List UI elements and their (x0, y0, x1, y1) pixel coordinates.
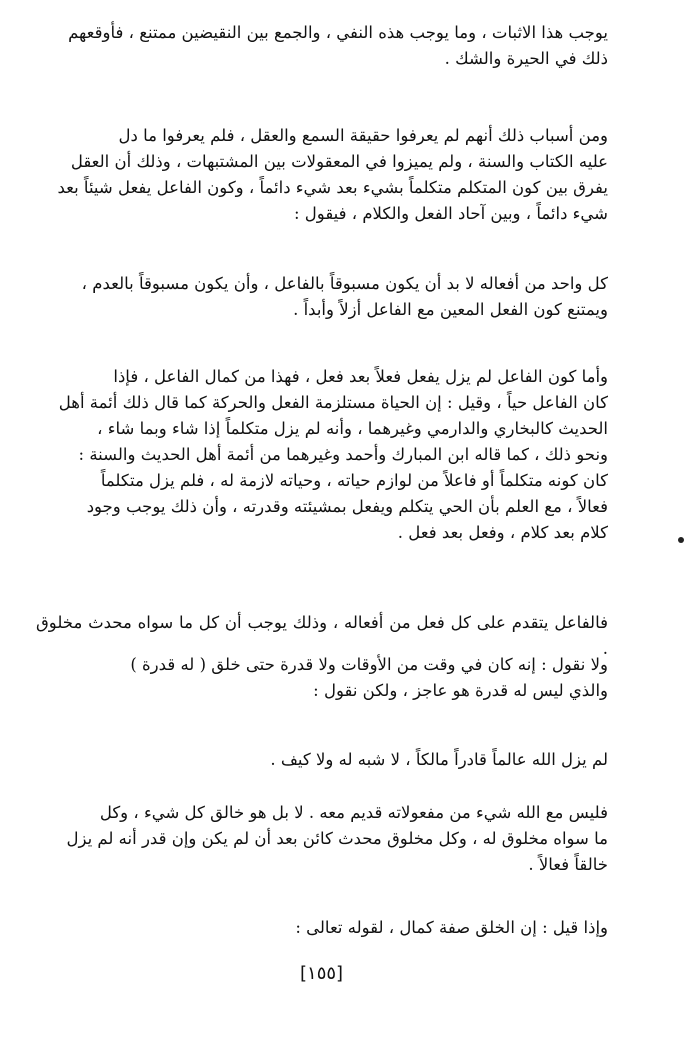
text-line: ولا نقول : إنه كان في وقت من الأوقات ولا قدرة حتى خلق ( له قدرة ) (130, 655, 608, 674)
text-line: ونحو ذلك ، كما قاله ابن المبارك وأحمد وغيرهما من أئمة أهل الحديث والسنة : (78, 445, 608, 464)
text-line: كان كونه متكلماً أو فاعلاً من لوازم حياته ، وحياته لازمة له ، فلم يزل متكلماً (100, 471, 608, 490)
paragraph-8 (67, 800, 609, 878)
text-line: ذلك في الحيرة والشك . (444, 49, 608, 68)
paragraph-6 (130, 652, 608, 704)
text-line: فليس مع الله شيء من مفعولاته قديم معه . لا بل هو خالق كل شيء ، وكل (99, 803, 608, 822)
text-line: وإذا قيل : إن الخلق صفة كمال ، لقوله تعالى : (295, 918, 608, 937)
paragraph-2 (57, 123, 608, 227)
text-line: لم يزل الله عالماً قادراً مالكاً ، لا شبه له ولا كيف . (270, 750, 608, 769)
margin-dot-mark (678, 537, 684, 543)
text-line: كلام بعد كلام ، وفعل بعد فعل . (397, 523, 608, 542)
page-number: [١٥٥] (300, 963, 344, 984)
text-line: يوجب هذا الاثبات ، وما يوجب هذه النفي ، والجمع بين النقيضين ممتنع ، فأوقعهم (68, 23, 608, 42)
text-line: وأما كون الفاعل لم يزل يفعل فعلاً بعد فعل ، فهذا من كمال الفاعل ، فإذا (113, 367, 608, 386)
text-line: ومن أسباب ذلك أنهم لم يعرفوا حقيقة السمع والعقل ، فلم يعرفوا ما دل (118, 126, 608, 145)
text-line: فعالاً ، مع العلم بأن الحي يتكلم ويفعل بمشيئته وقدرته ، وأن ذلك يوجب وجود (86, 497, 608, 516)
text-line: شيء دائماً ، وبين آحاد الفعل والكلام ، فيقول : (294, 204, 608, 223)
text-line: كل واحد من أفعاله لا بد أن يكون مسبوقاً بالفاعل ، وأن يكون مسبوقاً بالعدم ، (81, 274, 608, 293)
paragraph-9 (295, 915, 608, 941)
paragraph-1 (68, 20, 608, 72)
text-line: والذي ليس له قدرة هو عاجز ، ولكن نقول : (313, 681, 608, 700)
text-line: خالقاً فعالاً . (528, 855, 608, 874)
paragraph-7 (270, 747, 608, 773)
text-line: ما سواه مخلوق له ، وكل مخلوق محدث كائن بعد أن لم يكن وإن قدر أنه لم يزل (66, 829, 608, 848)
text-line: كان الفاعل حياً ، وقيل : إن الحياة مستلزمة الفعل والحركة كما قال ذلك أئمة أهل (58, 393, 608, 412)
text-line: عليه الكتاب والسنة ، ولم يميزوا في المعقولات بين المشتبهات ، وذلك أن العقل (70, 152, 608, 171)
text-line: يفرق بين كون المتكلم متكلماً بشيء بعد شيء دائماً ، وكون الفاعل يفعل شيئاً بعد (57, 178, 608, 197)
paragraph-3 (82, 271, 608, 323)
text-line: ويمتنع كون الفعل المعين مع الفاعل أزلاً وأبداً . (293, 300, 608, 319)
paragraph-4 (59, 364, 608, 546)
text-line: الحديث كالبخاري والدارمي وغيرهما ، وأنه لم يزل متكلماً إذا شاء وبما شاء ، (97, 419, 608, 438)
text-line: فالفاعل يتقدم على كل فعل من أفعاله ، وذلك يوجب أن كل ما سواه محدث مخلوق . (30, 613, 608, 658)
